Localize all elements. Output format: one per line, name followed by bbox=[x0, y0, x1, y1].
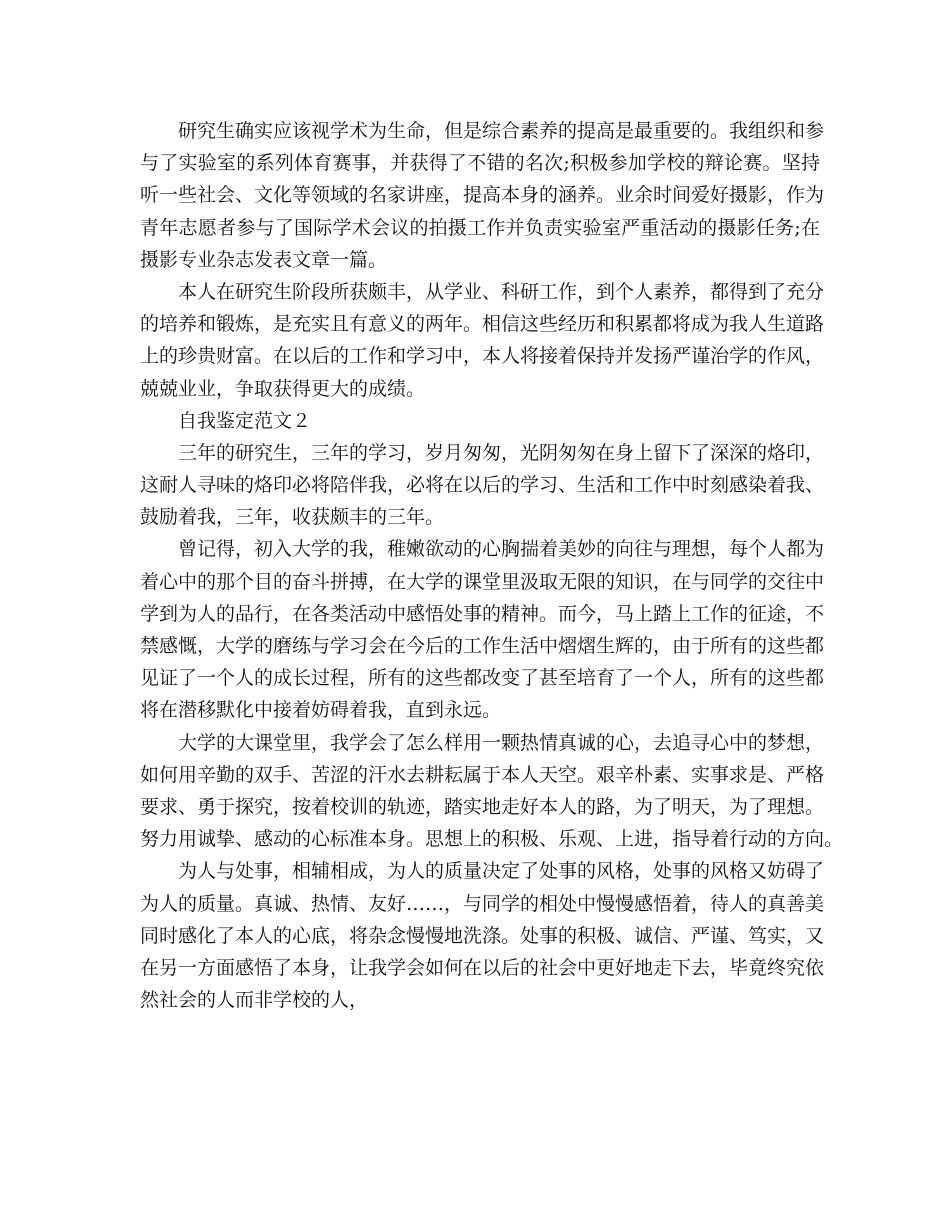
heading-text: 自我鉴定范文２ bbox=[178, 409, 312, 432]
text-line: 大学的大课堂里，我学会了怎么样用一颗热情真诚的心，去追寻心中的梦想， bbox=[178, 731, 825, 754]
text-line: 将在潜移默化中接着妨碍着我，直到永远。 bbox=[140, 699, 502, 722]
text-line: 这耐人寻味的烙印必将陪伴我，必将在以后的学习、生活和工作中时刻感染着我、 bbox=[140, 474, 825, 497]
text-line: 同时感化了本人的心底，将杂念慢慢地洗涤。处事的积极、诚信、严谨、笃实，又 bbox=[140, 924, 825, 947]
text-line: 见证了一个人的成长过程，所有的这些都改变了甚至培育了一个人，所有的这些都 bbox=[140, 667, 825, 690]
text-line: 为人与处事，相辅相成，为人的质量决定了处事的风格，处事的风格又妨碍了 bbox=[178, 860, 825, 883]
text-line: 听一些社会、文化等领域的名家讲座，提高本身的涵养。业余时间爱好摄影，作为 bbox=[140, 184, 825, 207]
section-heading bbox=[140, 405, 820, 437]
text-line: 曾记得，初入大学的我，稚嫩欲动的心胸揣着美妙的向往与理想，每个人都为 bbox=[178, 538, 825, 561]
text-line: 青年志愿者参与了国际学术会议的拍摄工作并负责实验室严重活动的摄影任务;在 bbox=[140, 216, 820, 239]
text-line: 努力用诚挚、感动的心标准本身。思想上的积极、乐观、上进，指导着行动的方向。 bbox=[140, 828, 844, 851]
paragraph-3 bbox=[140, 437, 825, 534]
text-line: 摄影专业杂志发表文章一篇。 bbox=[140, 248, 388, 271]
paragraph-5 bbox=[140, 727, 844, 856]
text-line: 学到为人的品行，在各类活动中感悟处事的精神。而今，马上踏上工作的征途，不 bbox=[140, 602, 825, 625]
document-page bbox=[140, 115, 844, 1016]
text-line: 为人的质量。真诚、热情、友好……，与同学的相处中慢慢感悟着，待人的真善美 bbox=[140, 892, 825, 915]
text-line: 与了实验室的系列体育赛事，并获得了不错的名次;积极参加学校的辩论赛。坚持 bbox=[140, 152, 820, 175]
text-line: 如何用辛勤的双手、苦涩的汗水去耕耘属于本人天空。艰辛朴素、实事求是、严格 bbox=[140, 763, 825, 786]
text-line: 三年的研究生，三年的学习，岁月匆匆，光阴匆匆在身上留下了深深的烙印， bbox=[178, 441, 825, 464]
text-line: 着心中的那个目的奋斗拼搏，在大学的课堂里汲取无限的知识，在与同学的交往中 bbox=[140, 570, 825, 593]
text-line: 要求、勇于探究，按着校训的轨迹，踏实地走好本人的路，为了明天，为了理想。 bbox=[140, 795, 825, 818]
text-line: 兢兢业业，争取获得更大的成绩。 bbox=[140, 377, 426, 400]
paragraph-1 bbox=[140, 115, 825, 276]
text-line: 本人在研究生阶段所获颇丰，从学业、科研工作，到个人素养，都得到了充分 bbox=[178, 280, 825, 303]
text-line: 禁感慨，大学的磨练与学习会在今后的工作生活中熠熠生辉的，由于所有的这些都 bbox=[140, 635, 825, 657]
text-line: 上的珍贵财富。在以后的工作和学习中，本人将接着保持并发扬严谨治学的作风， bbox=[140, 345, 825, 368]
paragraph-2 bbox=[140, 276, 825, 405]
text-line: 的培养和锻炼，是充实且有意义的两年。相信这些经历和积累都将成为我人生道路 bbox=[140, 313, 825, 336]
paragraph-4 bbox=[140, 533, 825, 726]
text-line: 鼓励着我，三年，收获颇丰的三年。 bbox=[140, 506, 445, 529]
text-line: 然社会的人而非学校的人， bbox=[140, 989, 369, 1012]
paragraph-6 bbox=[140, 855, 825, 1016]
text-line: 在另一方面感悟了本身，让我学会如何在以后的社会中更好地走下去，毕竟终究依 bbox=[140, 956, 825, 979]
text-line: 研究生确实应该视学术为生命，但是综合素养的提高是最重要的。我组织和参 bbox=[178, 120, 825, 142]
